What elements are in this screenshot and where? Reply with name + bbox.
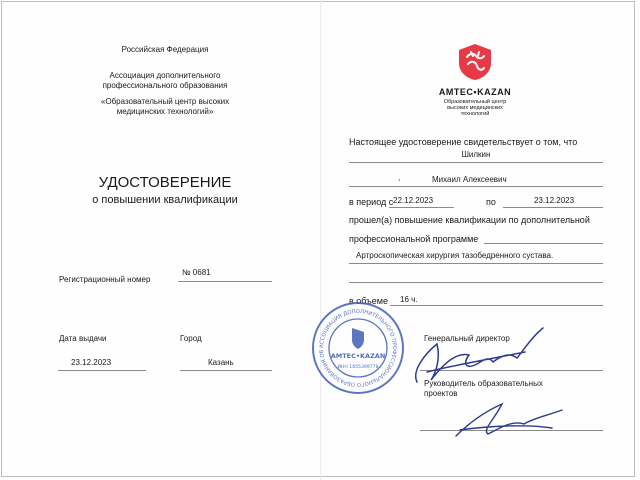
period-from-label: в период с: [349, 197, 394, 207]
issue-date-underline: [58, 370, 146, 371]
city-underline: [180, 370, 272, 371]
period-from-underline: [389, 207, 454, 208]
stamp-center-text: АМТЕС•KAZAN: [330, 352, 386, 360]
program-name: Артроскопическая хирургия тазобедренного сустава.: [356, 251, 554, 260]
city-label: Город: [180, 334, 202, 343]
program-underline-2: [349, 282, 603, 283]
passed-line2-underline: [484, 243, 603, 244]
certificate-subtitle: о повышении квалификации: [92, 194, 238, 206]
projects-head-line1: Руководитель образовательных: [424, 379, 543, 388]
projects-signature: [440, 390, 570, 445]
hours-underline: [390, 305, 603, 306]
issuer-association-line2: профессионального образования: [102, 81, 228, 90]
name-underline: [349, 186, 603, 187]
reg-number-value: № 0681: [182, 268, 211, 277]
passed-line1: прошел(а) повышение квалификации по дополнительной: [349, 215, 590, 225]
stamp-ring-text: АССОЦИАЦИЯ ДОПОЛНИТЕЛЬНОГО ПРОФЕССИОНАЛЬНОГО ОБРАЗОВАНИЯ ОБРАЗОВАТЕЛЬНЫЙ ЦЕНТР ВЫСОКИХ МЕДИЦИНСКИХ ТЕХНОЛОГИЙ: [307, 296, 398, 388]
center-fold: [320, 0, 321, 480]
period-from-value: 22.12.2023: [393, 196, 434, 205]
amtec-logo-icon: [456, 43, 494, 81]
stamp-inn: ИНН 1655399778: [337, 365, 379, 370]
issuer-association-line1: Ассоциация дополнительного: [109, 71, 221, 80]
period-to-label: по: [486, 197, 496, 207]
official-stamp: [307, 296, 406, 396]
director-title: Генеральный директор: [424, 334, 510, 343]
issue-date-label: Дата выдачи: [59, 334, 107, 343]
certificate-intro: Настоящее удостоверение свидетельствует о том, что: [349, 137, 578, 147]
program-underline: [349, 263, 603, 264]
logo-sub-line3: технологий: [460, 111, 490, 117]
passed-line2: профессиональной программе: [349, 234, 479, 244]
logo-sub-line2: высоких медицинских: [447, 105, 503, 111]
director-signature: [405, 322, 555, 392]
holder-name: Михаил Алексеевич: [432, 175, 507, 184]
reg-number-underline: [178, 281, 272, 282]
period-to-value: 23.12.2023: [534, 196, 575, 205]
projects-head-line2: проектов: [424, 389, 458, 398]
issuer-country: Российская Федерация: [121, 45, 209, 54]
surname-underline: [349, 162, 603, 163]
issuer-center-line1: «Образовательный центр высоких: [100, 97, 230, 106]
reg-number-label: Регистрационный номер: [59, 275, 151, 284]
hours-value: 16 ч.: [400, 295, 418, 304]
certificate-title: УДОСТОВЕРЕНИЕ: [98, 174, 232, 191]
holder-surname: Шилкин: [461, 150, 491, 159]
city-value: Казань: [208, 358, 234, 367]
issuer-center-line2: медицинских технологий»: [116, 107, 214, 116]
name-comma: ,: [398, 173, 401, 182]
hours-label: в объеме: [349, 296, 388, 306]
logo-name: АМТЕС•KAZAN: [438, 87, 512, 97]
issue-date-value: 23.12.2023: [71, 358, 112, 367]
period-to-underline: [503, 207, 603, 208]
logo-sub-line1: Образовательный центр: [443, 99, 507, 105]
